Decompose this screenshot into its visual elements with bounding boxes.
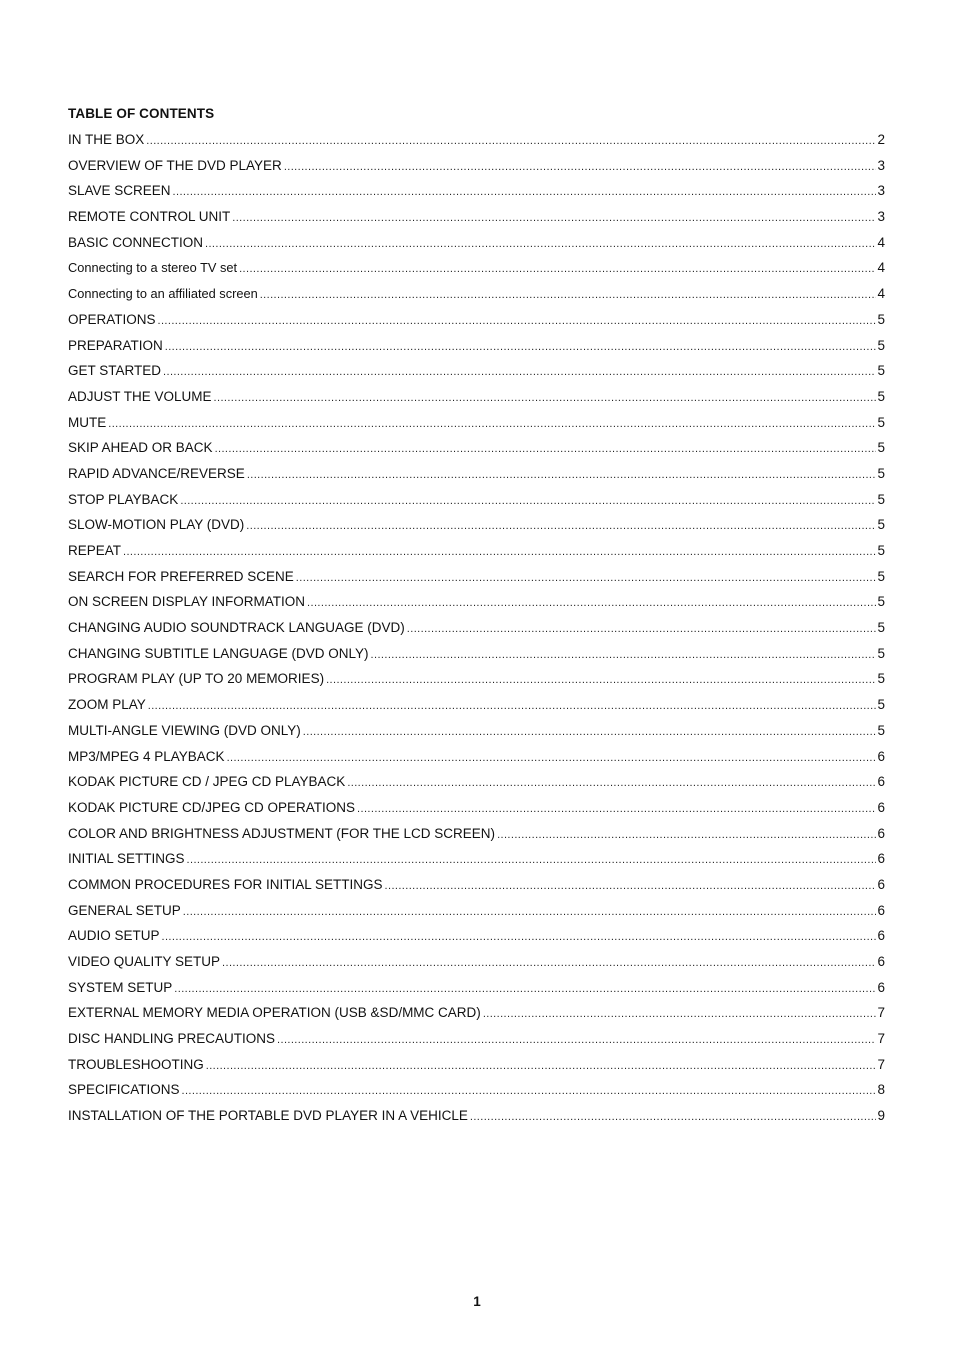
toc-entry-title: SPECIFICATIONS [68, 1082, 180, 1098]
toc-entry-title: GET STARTED [68, 363, 162, 379]
toc-entry-title: REPEAT [68, 543, 122, 558]
toc-entry-title: EXTERNAL MEMORY MEDIA OPERATION (USB &SD/MMC CARD) [68, 1005, 481, 1021]
toc-leader-dots [239, 260, 876, 278]
toc-leader-dots [470, 1108, 877, 1126]
toc-leader-dots [326, 671, 876, 689]
toc-leader-dots [148, 697, 877, 715]
toc-leader-dots [183, 903, 877, 921]
toc-leader-dots [162, 928, 877, 946]
toc-entry[interactable] [68, 568, 885, 594]
toc-leader-dots [303, 723, 877, 741]
toc-leader-dots [187, 851, 877, 869]
toc-entry-title: GENERAL SETUP [68, 902, 181, 918]
toc-entry[interactable] [68, 414, 885, 440]
toc-leader-dots [173, 183, 877, 201]
toc-entry-page: 5 [877, 337, 885, 353]
toc-entry-page: 6 [877, 979, 885, 995]
toc-entry-page: 5 [877, 363, 885, 379]
toc-entry-title: SLOW-MOTION PLAY (DVD) [68, 517, 245, 533]
toc-entry-title: ZOOM PLAY [68, 697, 146, 713]
toc-entry-page: 2 [877, 132, 885, 147]
toc-entry[interactable] [68, 542, 885, 568]
toc-entry-title: SYSTEM SETUP [68, 979, 173, 995]
toc-entry-title: CHANGING AUDIO SOUNDTRACK LANGUAGE (DVD) [68, 620, 405, 636]
toc-entry[interactable] [68, 157, 885, 183]
toc-entry-page: 6 [877, 902, 885, 918]
toc-entry[interactable] [68, 876, 885, 902]
toc-entry-title: ADJUST THE VOLUME [68, 388, 212, 404]
toc-entry-page: 6 [877, 825, 885, 841]
toc-entry-page: 3 [877, 209, 885, 225]
toc-entry[interactable] [68, 927, 885, 953]
toc-entry[interactable] [68, 619, 885, 645]
toc-entry-title: Connecting to an affiliated screen [68, 286, 258, 302]
toc-entry-page: 5 [877, 440, 885, 456]
toc-entry[interactable] [68, 1081, 885, 1107]
toc-entry-title: COLOR AND BRIGHTNESS ADJUSTMENT (FOR THE LCD SCREEN) [68, 825, 496, 841]
toc-leader-dots [205, 235, 876, 253]
toc-entry-title: INSTALLATION OF THE PORTABLE DVD PLAYER IN A VEHICLE [68, 1108, 468, 1124]
toc-entry-title: BASIC CONNECTION [68, 234, 204, 250]
toc-leader-dots [165, 338, 877, 356]
toc-entry-title: REMOTE CONTROL UNIT [68, 209, 231, 225]
toc-entry-page: 4 [877, 260, 885, 276]
toc-leader-dots [232, 209, 876, 227]
toc-leader-dots [182, 1082, 877, 1100]
toc-leader-dots [277, 1031, 876, 1049]
toc-entry-title: Connecting to a stereo TV set [68, 260, 238, 276]
toc-entry-title: ON SCREEN DISPLAY INFORMATION [68, 594, 306, 610]
toc-entry-page: 7 [877, 1056, 885, 1072]
toc-entry-page: 6 [877, 851, 885, 867]
toc-entry-title: IN THE BOX [68, 132, 145, 147]
toc-entry-page: 5 [877, 697, 885, 713]
toc-leader-dots [483, 1005, 877, 1023]
toc-entry[interactable] [68, 1107, 885, 1133]
toc-leader-dots [497, 826, 876, 844]
toc-entry-title: KODAK PICTURE CD/JPEG CD OPERATIONS [68, 799, 356, 815]
toc-entry-title: MULTI-ANGLE VIEWING (DVD ONLY) [68, 722, 301, 738]
toc-entry-title: DISC HANDLING PRECAUTIONS [68, 1031, 276, 1047]
toc-leader-dots [247, 466, 877, 484]
toc-entry[interactable] [68, 234, 885, 260]
toc-leader-dots [227, 749, 877, 767]
toc-entry-title: PREPARATION [68, 337, 163, 353]
toc-leader-dots [206, 1057, 877, 1075]
toc-entry[interactable] [68, 799, 885, 825]
toc-entry-title: PROGRAM PLAY (UP TO 20 MEMORIES) [68, 671, 325, 687]
toc-entry[interactable] [68, 491, 885, 517]
toc-leader-dots [180, 492, 876, 510]
toc-entry-page: 7 [877, 1005, 885, 1021]
toc-entry-page: 8 [877, 1082, 885, 1098]
toc-entry-page: 3 [877, 183, 885, 199]
toc-leader-dots [158, 312, 877, 330]
toc-leader-dots [284, 158, 877, 176]
toc-entry-page: 6 [877, 928, 885, 944]
toc-entry-page: 7 [877, 1031, 885, 1047]
toc-entry-page: 5 [877, 543, 885, 558]
toc-entry-title: KODAK PICTURE CD / JPEG CD PLAYBACK [68, 774, 346, 790]
toc-entry[interactable] [68, 902, 885, 928]
toc-entry[interactable] [68, 311, 885, 337]
toc-entry-page: 5 [877, 722, 885, 738]
toc-entry[interactable] [68, 825, 885, 851]
toc-entry[interactable] [68, 722, 885, 748]
toc-entry-page: 9 [877, 1108, 885, 1124]
page-number: 1 [473, 1294, 481, 1309]
toc-entry[interactable] [68, 1056, 885, 1082]
toc-entry-page: 5 [877, 594, 885, 610]
toc-leader-dots [357, 800, 876, 818]
toc-entry[interactable] [68, 1030, 885, 1056]
toc-leader-dots [174, 980, 876, 998]
toc-entry[interactable] [68, 208, 885, 234]
toc-leader-dots [385, 877, 877, 895]
toc-entry[interactable] [68, 439, 885, 465]
toc-entry-page: 4 [877, 286, 885, 302]
toc-entry-title: MUTE [68, 414, 107, 430]
toc-entry-title: OVERVIEW OF THE DVD PLAYER [68, 157, 282, 173]
toc-entry-page: 5 [877, 620, 885, 636]
toc-leader-dots [246, 517, 876, 535]
toc-entry-title: MP3/MPEG 4 PLAYBACK [68, 748, 225, 764]
toc-leader-dots [146, 132, 876, 150]
toc-entry[interactable] [68, 1004, 885, 1030]
toc-entry[interactable] [68, 337, 885, 363]
toc-entry-title: VIDEO QUALITY SETUP [68, 954, 221, 969]
toc-entry[interactable] [68, 259, 885, 285]
toc-entry[interactable] [68, 850, 885, 876]
toc-entry[interactable] [68, 670, 885, 696]
toc-entry[interactable] [68, 953, 885, 979]
toc-leader-dots [163, 363, 876, 381]
toc-entry[interactable] [68, 593, 885, 619]
toc-entry[interactable] [68, 748, 885, 774]
toc-entry-title: STOP PLAYBACK [68, 491, 179, 507]
toc-entry[interactable] [68, 773, 885, 799]
toc-list [68, 131, 885, 1133]
toc-leader-dots [371, 646, 877, 664]
toc-entry-title: OPERATIONS [68, 311, 156, 327]
toc-entry-page: 5 [877, 568, 885, 584]
toc-leader-dots [296, 569, 877, 587]
toc-entry-page: 5 [877, 491, 885, 507]
toc-entry[interactable] [68, 979, 885, 1005]
toc-entry[interactable] [68, 362, 885, 388]
toc-entry[interactable] [68, 645, 885, 671]
toc-leader-dots [407, 620, 877, 638]
toc-entry-title: SLAVE SCREEN [68, 183, 171, 199]
toc-entry-page: 6 [877, 876, 885, 892]
toc-entry-title: AUDIO SETUP [68, 928, 160, 944]
toc-entry[interactable] [68, 516, 885, 542]
toc-entry-page: 5 [877, 517, 885, 533]
toc-entry-page: 3 [877, 157, 885, 173]
toc-entry-page: 5 [877, 414, 885, 430]
toc-entry-title: INITIAL SETTINGS [68, 851, 185, 867]
toc-leader-dots [215, 440, 877, 458]
toc-entry-title: SKIP AHEAD OR BACK [68, 440, 213, 456]
toc-entry-page: 6 [877, 748, 885, 764]
toc-entry[interactable] [68, 285, 885, 311]
toc-leader-dots [123, 543, 876, 561]
toc-heading: TABLE OF CONTENTS [68, 106, 215, 121]
toc-leader-dots [260, 286, 877, 304]
toc-entry-page: 5 [877, 388, 885, 404]
toc-leader-dots [222, 954, 876, 972]
toc-entry-page: 5 [877, 671, 885, 687]
toc-leader-dots [214, 389, 877, 407]
toc-entry-page: 5 [877, 311, 885, 327]
toc-entry-title: TROUBLESHOOTING [68, 1056, 204, 1072]
toc-entry-page: 6 [877, 954, 885, 969]
toc-leader-dots [347, 774, 876, 792]
toc-entry-page: 5 [877, 465, 885, 481]
toc-leader-dots [108, 415, 876, 433]
toc-entry-title: CHANGING SUBTITLE LANGUAGE (DVD ONLY) [68, 645, 369, 661]
toc-entry[interactable] [68, 131, 885, 157]
toc-entry-page: 6 [877, 799, 885, 815]
toc-entry-title: COMMON PROCEDURES FOR INITIAL SETTINGS [68, 876, 383, 892]
toc-entry[interactable] [68, 182, 885, 208]
toc-leader-dots [307, 594, 876, 612]
toc-entry[interactable] [68, 465, 885, 491]
toc-entry-page: 4 [877, 234, 885, 250]
toc-entry-page: 5 [877, 645, 885, 661]
toc-entry[interactable] [68, 388, 885, 414]
toc-entry-title: SEARCH FOR PREFERRED SCENE [68, 568, 294, 584]
toc-entry-page: 6 [877, 774, 885, 790]
toc-entry[interactable] [68, 696, 885, 722]
toc-entry-title: RAPID ADVANCE/REVERSE [68, 465, 245, 481]
